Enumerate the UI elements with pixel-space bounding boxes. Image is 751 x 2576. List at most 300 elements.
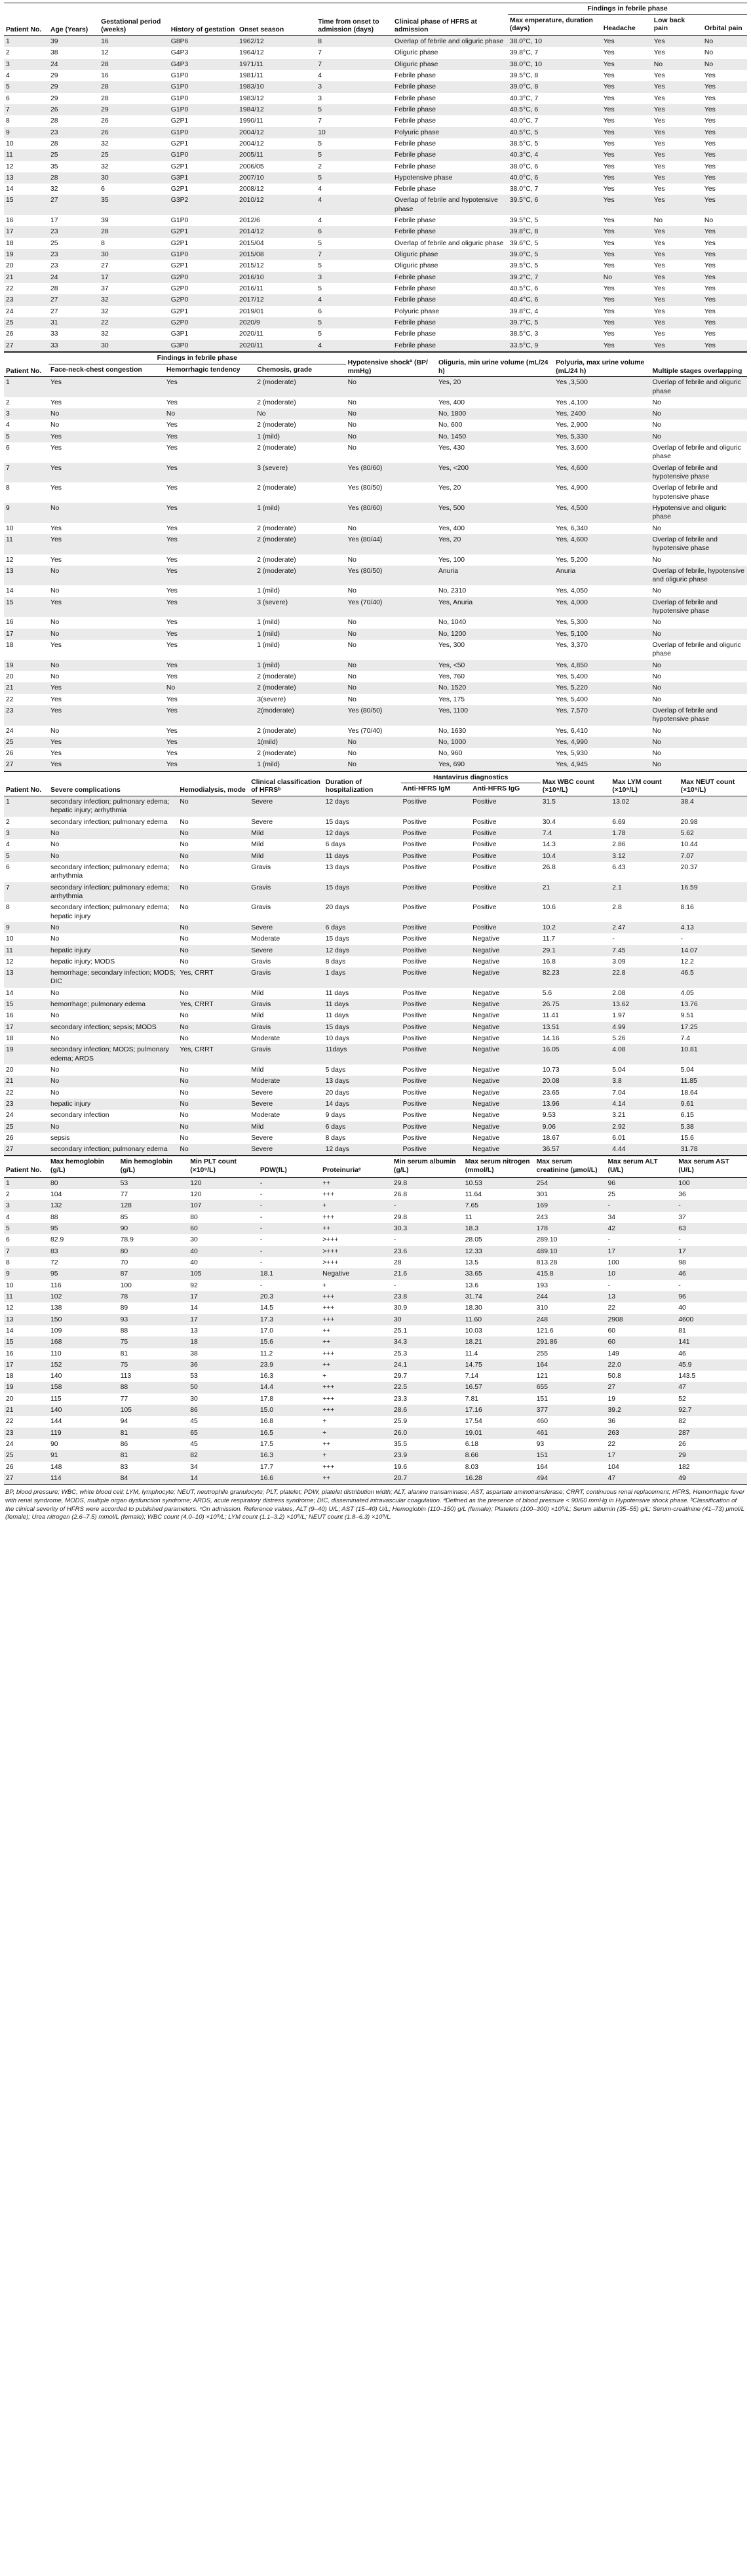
table-cell: 11.41 bbox=[541, 1010, 611, 1021]
table-cell: ++ bbox=[320, 1359, 392, 1371]
table-cell: 4600 bbox=[676, 1314, 747, 1325]
table-cell: 82.23 bbox=[541, 967, 611, 988]
table-cell: Yes bbox=[164, 640, 255, 660]
table-cell: Gravis bbox=[249, 1044, 323, 1064]
table-cell: Yes bbox=[703, 195, 747, 215]
table-cell: No bbox=[48, 617, 164, 628]
table-cell: Positive bbox=[401, 1010, 471, 1021]
table-cell: 152 bbox=[48, 1359, 119, 1371]
table-cell: 80 bbox=[188, 1212, 258, 1223]
table-cell: 22.8 bbox=[610, 967, 678, 988]
table-cell: No bbox=[651, 420, 747, 431]
table-cell: Yes bbox=[48, 597, 164, 617]
table-cell: 11days bbox=[324, 1044, 401, 1064]
col-header: Anti-HFRS IgG bbox=[471, 783, 541, 796]
table-cell: - bbox=[606, 1200, 677, 1211]
table-row bbox=[4, 328, 747, 340]
table-cell: 26.0 bbox=[392, 1428, 463, 1439]
table-cell: Yes bbox=[602, 238, 652, 249]
table-cell: 11 days bbox=[324, 999, 401, 1010]
table-cell: 36 bbox=[676, 1189, 747, 1200]
table-cell: 20 days bbox=[324, 902, 401, 922]
table-cell: 121 bbox=[535, 1371, 606, 1382]
table-cell: No bbox=[346, 640, 436, 660]
col-header: Chemosis, grade bbox=[255, 364, 345, 377]
table-cell: Oliguric phase bbox=[393, 249, 508, 260]
table-row bbox=[4, 945, 747, 956]
table-cell: 460 bbox=[535, 1416, 606, 1427]
table-row bbox=[4, 839, 747, 850]
table-cell: Yes bbox=[164, 442, 255, 463]
table-cell: 263 bbox=[606, 1428, 677, 1439]
table-cell: Yes (80/44) bbox=[346, 534, 436, 555]
table-row bbox=[4, 902, 747, 922]
table-cell: 26 bbox=[99, 115, 169, 127]
table-cell: No, 1630 bbox=[436, 726, 554, 737]
table-cell: No, 1000 bbox=[436, 737, 554, 748]
table-row bbox=[4, 463, 747, 483]
table-cell: 24 bbox=[4, 726, 48, 737]
table-cell: 47 bbox=[606, 1473, 677, 1485]
table-cell: 36 bbox=[606, 1416, 677, 1427]
table-cell: 109 bbox=[48, 1325, 119, 1337]
table-cell: 494 bbox=[535, 1473, 606, 1485]
table-cell: Yes bbox=[602, 161, 652, 172]
table-cell: 8 bbox=[4, 1257, 48, 1268]
table-cell: Moderate bbox=[249, 1110, 323, 1121]
table-row bbox=[4, 377, 747, 397]
table-cell: No bbox=[48, 1076, 178, 1087]
table-cell: 88 bbox=[119, 1382, 189, 1393]
table-cell: 8 bbox=[4, 902, 48, 922]
table-cell: Yes, 2400 bbox=[554, 408, 650, 420]
table-cell: + bbox=[320, 1450, 392, 1461]
table-cell: 104 bbox=[48, 1189, 119, 1200]
table-cell: No bbox=[178, 882, 249, 903]
table-cell: 128 bbox=[119, 1200, 189, 1211]
table-cell: No bbox=[602, 272, 652, 283]
table-cell: G2P1 bbox=[169, 184, 237, 195]
table-row bbox=[4, 1212, 747, 1223]
table-cell: No bbox=[255, 408, 345, 420]
table-cell: 23.6 bbox=[392, 1246, 463, 1257]
table-cell: 15 bbox=[4, 597, 48, 617]
table-cell: 40.3°C, 7 bbox=[508, 93, 602, 104]
table-cell: Yes (70/40) bbox=[346, 726, 436, 737]
table-cell: No bbox=[178, 862, 249, 882]
table-cell: 16.5 bbox=[258, 1428, 320, 1439]
table-cell: 25 bbox=[4, 1122, 48, 1133]
table-cell: 17 bbox=[4, 1022, 48, 1033]
table-cell: Positive bbox=[401, 851, 471, 862]
table-cell: 10 bbox=[4, 933, 48, 945]
table-cell: 30 bbox=[188, 1394, 258, 1405]
table-cell: Yes bbox=[652, 184, 703, 195]
table-cell: 25 bbox=[48, 238, 99, 249]
table-cell: No bbox=[346, 660, 436, 671]
table-cell: G2P0 bbox=[169, 294, 237, 305]
table-cell: Polyuric phase bbox=[393, 127, 508, 138]
table-cell: 25 bbox=[606, 1189, 677, 1200]
table-cell: Oliguric phase bbox=[393, 260, 508, 271]
table-cell: 30 bbox=[99, 172, 169, 184]
table-cell: Positive bbox=[401, 1064, 471, 1076]
table-cell: Mild bbox=[249, 988, 323, 999]
table-cell: 1 bbox=[4, 796, 48, 817]
table-cell: 13 bbox=[4, 566, 48, 586]
table-cell: 1 bbox=[4, 1177, 48, 1189]
table-cell: 25 bbox=[48, 149, 99, 161]
table-cell: 168 bbox=[48, 1337, 119, 1348]
table-cell: 1983/10 bbox=[237, 81, 316, 92]
table-cell: 96 bbox=[606, 1177, 677, 1189]
col-header: Patient No. bbox=[4, 1156, 48, 1177]
table-cell: 4 bbox=[316, 70, 393, 81]
table-cell: 17 bbox=[4, 629, 48, 640]
col-header: Face-neck-chest congestion bbox=[48, 364, 164, 377]
table-cell: Yes bbox=[602, 195, 652, 215]
table-cell: No bbox=[346, 737, 436, 748]
table-cell: No bbox=[346, 694, 436, 705]
table-cell: 4 bbox=[316, 294, 393, 305]
table-cell: 27 bbox=[48, 195, 99, 215]
table-cell: 29 bbox=[48, 70, 99, 81]
table-cell: 2.1 bbox=[610, 882, 678, 903]
table-cell: 26 bbox=[99, 127, 169, 138]
table-cell: 6 bbox=[4, 442, 48, 463]
table-cell: 7.65 bbox=[463, 1200, 535, 1211]
table-cell: Yes bbox=[602, 149, 652, 161]
table-cell: G4P3 bbox=[169, 47, 237, 58]
table-cell: G3P1 bbox=[169, 172, 237, 184]
table-cell: Yes bbox=[703, 81, 747, 92]
table-row bbox=[4, 482, 747, 503]
table-cell: 5.04 bbox=[610, 1064, 678, 1076]
table-cell: - bbox=[610, 933, 678, 945]
table-cell: 28 bbox=[392, 1257, 463, 1268]
table-row bbox=[4, 828, 747, 839]
col-header: Max serum nitrogen (mmol/L) bbox=[463, 1156, 535, 1177]
table-cell: Yes bbox=[652, 260, 703, 271]
table-cell: 20.7 bbox=[392, 1473, 463, 1485]
table-cell: G3P2 bbox=[169, 195, 237, 215]
table-cell: 9.51 bbox=[679, 1010, 747, 1021]
table-cell: 10 days bbox=[324, 1033, 401, 1044]
table-cell: No bbox=[48, 1033, 178, 1044]
table-cell: 27 bbox=[4, 1473, 48, 1485]
table-cell: - bbox=[258, 1200, 320, 1211]
table-cell: Yes bbox=[602, 172, 652, 184]
table-cell: 2.47 bbox=[610, 922, 678, 933]
table-cell: 1 (mild) bbox=[255, 660, 345, 671]
table-cell: 23 bbox=[4, 705, 48, 726]
table-cell: 15 bbox=[4, 999, 48, 1010]
table-cell: 102 bbox=[48, 1291, 119, 1302]
table-cell: No bbox=[48, 726, 164, 737]
table-cell: Positive bbox=[471, 902, 541, 922]
table-cell: 10 bbox=[4, 138, 48, 149]
table-cell: 17 bbox=[606, 1246, 677, 1257]
table-cell: Yes, 5,400 bbox=[554, 694, 650, 705]
table-cell: 45.9 bbox=[676, 1359, 747, 1371]
table-cell: 3 bbox=[316, 93, 393, 104]
table-row bbox=[4, 340, 747, 352]
table-cell: Positive bbox=[401, 828, 471, 839]
table-cell: No bbox=[178, 933, 249, 945]
table-cell: 39.6°C, 5 bbox=[508, 238, 602, 249]
table-cell: 7.4 bbox=[541, 828, 611, 839]
table-cell: 10.81 bbox=[679, 1044, 747, 1064]
table-cell: 14.75 bbox=[463, 1359, 535, 1371]
table-cell: 38.0°C, 6 bbox=[508, 161, 602, 172]
table-cell: Yes bbox=[652, 317, 703, 328]
table-cell: 16.3 bbox=[258, 1450, 320, 1461]
table-cell: No bbox=[346, 759, 436, 771]
table-cell: No bbox=[48, 988, 178, 999]
table-cell: Yes bbox=[602, 340, 652, 352]
table-cell: 36 bbox=[188, 1359, 258, 1371]
table-row bbox=[4, 104, 747, 115]
table-cell: G2P0 bbox=[169, 283, 237, 294]
table-cell: 14.16 bbox=[541, 1033, 611, 1044]
table-cell: Severe bbox=[249, 817, 323, 828]
table-row bbox=[4, 862, 747, 882]
table-cell: 13.51 bbox=[541, 1022, 611, 1033]
table-cell: 169 bbox=[535, 1200, 606, 1211]
table-row bbox=[4, 1144, 747, 1156]
table-cell: G2P0 bbox=[169, 317, 237, 328]
table-cell: 26 bbox=[4, 328, 48, 340]
table-row bbox=[4, 1223, 747, 1234]
table-cell: Febrile phase bbox=[393, 283, 508, 294]
col-header: Max LYM count (×10⁹/L) bbox=[610, 771, 678, 796]
table-cell: 40 bbox=[676, 1302, 747, 1314]
table-cell: Mild bbox=[249, 1122, 323, 1133]
table-cell: 1 (mild) bbox=[255, 585, 345, 596]
table-cell: 50.8 bbox=[606, 1371, 677, 1382]
table-cell: 95 bbox=[48, 1223, 119, 1234]
table-cell: 16.3 bbox=[258, 1371, 320, 1382]
table-cell: 81 bbox=[119, 1348, 189, 1359]
table-cell: 243 bbox=[535, 1212, 606, 1223]
table-cell: 40.0°C, 6 bbox=[508, 172, 602, 184]
table-cell: Yes, 5,200 bbox=[554, 555, 650, 566]
table-cell: Yes bbox=[703, 138, 747, 149]
table-cell: 12 days bbox=[324, 796, 401, 817]
table-cell: Yes bbox=[652, 306, 703, 317]
table-cell: 80 bbox=[119, 1246, 189, 1257]
table-cell: Mild bbox=[249, 839, 323, 850]
table-cell: 9 bbox=[4, 922, 48, 933]
col-header: Duration of hospitalization bbox=[324, 771, 401, 796]
table-row bbox=[4, 597, 747, 617]
table-cell: No bbox=[651, 629, 747, 640]
table-cell: No bbox=[651, 397, 747, 408]
group-header: Findings in febrile phase bbox=[508, 3, 747, 15]
table-cell: Yes bbox=[703, 340, 747, 352]
table-cell: secondary infection; MODS; pulmonary edema; ARDS bbox=[48, 1044, 178, 1064]
table-clinical-features bbox=[4, 3, 747, 352]
table-cell: 7 bbox=[4, 463, 48, 483]
table-cell: Negative bbox=[471, 1022, 541, 1033]
table-cell: ++ bbox=[320, 1223, 392, 1234]
table-cell: 24 bbox=[48, 272, 99, 283]
col-header: Polyuria, max urine volume (mL/24 h) bbox=[554, 352, 650, 376]
table-cell: 22 bbox=[606, 1439, 677, 1450]
table-cell: 2 (moderate) bbox=[255, 555, 345, 566]
table-cell: 13 bbox=[188, 1325, 258, 1337]
table-cell: 2.08 bbox=[610, 988, 678, 999]
table-cell: Yes, 175 bbox=[436, 694, 554, 705]
table-cell: 151 bbox=[535, 1394, 606, 1405]
table-cell: Positive bbox=[401, 1022, 471, 1033]
table-cell: 4.14 bbox=[610, 1099, 678, 1110]
table-cell: 7 bbox=[4, 882, 48, 903]
table-cell: Negative bbox=[471, 956, 541, 967]
table-cell: Yes bbox=[48, 377, 164, 397]
table-cell: 53 bbox=[188, 1371, 258, 1382]
table-cell: 39.0°C, 8 bbox=[508, 81, 602, 92]
table-cell: No bbox=[178, 828, 249, 839]
table-cell: 18 bbox=[4, 1371, 48, 1382]
table-row bbox=[4, 671, 747, 682]
table-row bbox=[4, 534, 747, 555]
table-cell: Yes bbox=[652, 294, 703, 305]
table-cell: - bbox=[392, 1280, 463, 1291]
table-cell: 1964/12 bbox=[237, 47, 316, 58]
table-cell: 15.6 bbox=[679, 1133, 747, 1144]
table-cell: Gravis bbox=[249, 967, 323, 988]
table-cell: 2005/11 bbox=[237, 149, 316, 161]
table-cell: 6.01 bbox=[610, 1133, 678, 1144]
table-body bbox=[4, 1177, 747, 1484]
table-cell: Overlap of febrile, hypotensive and oliguric phase bbox=[651, 566, 747, 586]
table-cell: +++ bbox=[320, 1291, 392, 1302]
table-cell: 5.26 bbox=[610, 1033, 678, 1044]
table-cell: 26.8 bbox=[392, 1189, 463, 1200]
table-cell: G1P0 bbox=[169, 127, 237, 138]
table-cell: Yes bbox=[652, 70, 703, 81]
table-cell: 29.8 bbox=[392, 1212, 463, 1223]
table-cell: 23.3 bbox=[392, 1394, 463, 1405]
table-cell: Yes bbox=[48, 442, 164, 463]
table-cell: Yes bbox=[703, 306, 747, 317]
table-cell: Yes bbox=[602, 260, 652, 271]
table-row bbox=[4, 1348, 747, 1359]
table-cell: G1P0 bbox=[169, 81, 237, 92]
table-cell: hepatic injury; MODS bbox=[48, 956, 178, 967]
table-cell: 30.9 bbox=[392, 1302, 463, 1314]
table-cell: Yes bbox=[602, 81, 652, 92]
table-cell: Overlap of febrile and hypotensive phase bbox=[651, 534, 747, 555]
table-cell: 39.5°C, 5 bbox=[508, 215, 602, 226]
table-row bbox=[4, 306, 747, 317]
table-row bbox=[4, 1122, 747, 1133]
table-cell: 75 bbox=[119, 1359, 189, 1371]
table-cell: Yes bbox=[164, 748, 255, 759]
table-cell: - bbox=[258, 1223, 320, 1234]
table-cell: 39.2°C, 7 bbox=[508, 272, 602, 283]
table-cell: 3 (severe) bbox=[255, 463, 345, 483]
table-cell: No bbox=[48, 839, 178, 850]
table-cell: Yes, 20 bbox=[436, 377, 554, 397]
table-cell: 5 bbox=[316, 149, 393, 161]
table-cell: 23.8 bbox=[392, 1291, 463, 1302]
table-cell: No bbox=[48, 922, 178, 933]
table-row bbox=[4, 1439, 747, 1450]
table-cell: 93 bbox=[535, 1439, 606, 1450]
table-cell: 24 bbox=[4, 1110, 48, 1121]
table-cell: 28 bbox=[48, 115, 99, 127]
table-row bbox=[4, 1076, 747, 1087]
table-cell: Yes, 4,050 bbox=[554, 585, 650, 596]
table-row bbox=[4, 1462, 747, 1473]
col-header: Patient No. bbox=[4, 352, 48, 376]
table-cell: Yes bbox=[602, 127, 652, 138]
table-cell: 12.33 bbox=[463, 1246, 535, 1257]
table-cell: Yes, 4,900 bbox=[554, 482, 650, 503]
table-row bbox=[4, 617, 747, 628]
table-cell: 1 bbox=[4, 36, 48, 48]
table-cell: 40 bbox=[188, 1257, 258, 1268]
table-cell: 17 bbox=[4, 1359, 48, 1371]
table-cell: Yes, CRRT bbox=[178, 1044, 249, 1064]
table-cell: No bbox=[178, 956, 249, 967]
table-cell: 149 bbox=[606, 1348, 677, 1359]
table-row bbox=[4, 1064, 747, 1076]
table-cell: Positive bbox=[471, 828, 541, 839]
table-row bbox=[4, 442, 747, 463]
table-cell: 151 bbox=[535, 1450, 606, 1461]
table-cell: 38.5°C, 3 bbox=[508, 328, 602, 340]
table-cell: Yes bbox=[703, 294, 747, 305]
table-cell: Positive bbox=[401, 1144, 471, 1156]
table-cell: 28 bbox=[99, 93, 169, 104]
col-header: Min PLT count (×10⁹/L) bbox=[188, 1156, 258, 1177]
table-cell: Gravis bbox=[249, 882, 323, 903]
table-cell: Yes, 4,000 bbox=[554, 597, 650, 617]
table-cell: Negative bbox=[471, 1076, 541, 1087]
table-cell: 28.05 bbox=[463, 1234, 535, 1245]
table-row bbox=[4, 503, 747, 523]
table-cell: 21.6 bbox=[392, 1268, 463, 1279]
table-cell: Yes, 7,570 bbox=[554, 705, 650, 726]
table-row bbox=[4, 272, 747, 283]
table-cell: 39.8°C, 7 bbox=[508, 47, 602, 58]
table-cell: Polyuric phase bbox=[393, 306, 508, 317]
table-cell: Hypotensive phase bbox=[393, 172, 508, 184]
table-cell: No bbox=[178, 839, 249, 850]
table-cell: sepsis bbox=[48, 1133, 178, 1144]
table-cell: Gravis bbox=[249, 862, 323, 882]
table-cell: 11.85 bbox=[679, 1076, 747, 1087]
table-row bbox=[4, 882, 747, 903]
table-cell: No bbox=[164, 408, 255, 420]
table-row bbox=[4, 933, 747, 945]
table-cell: Yes bbox=[703, 70, 747, 81]
table-cell: 461 bbox=[535, 1428, 606, 1439]
table-cell: 3 bbox=[4, 828, 48, 839]
table-cell: Anuria bbox=[554, 566, 650, 586]
table-cell: 105 bbox=[188, 1268, 258, 1279]
table-cell: Yes, <50 bbox=[436, 660, 554, 671]
table-cell: No bbox=[346, 377, 436, 397]
table-cell: Negative bbox=[471, 967, 541, 988]
table-cell: Negative bbox=[471, 1144, 541, 1156]
table-cell: 5 bbox=[316, 238, 393, 249]
table-cell: Positive bbox=[471, 817, 541, 828]
table-cell: 15 bbox=[4, 195, 48, 215]
